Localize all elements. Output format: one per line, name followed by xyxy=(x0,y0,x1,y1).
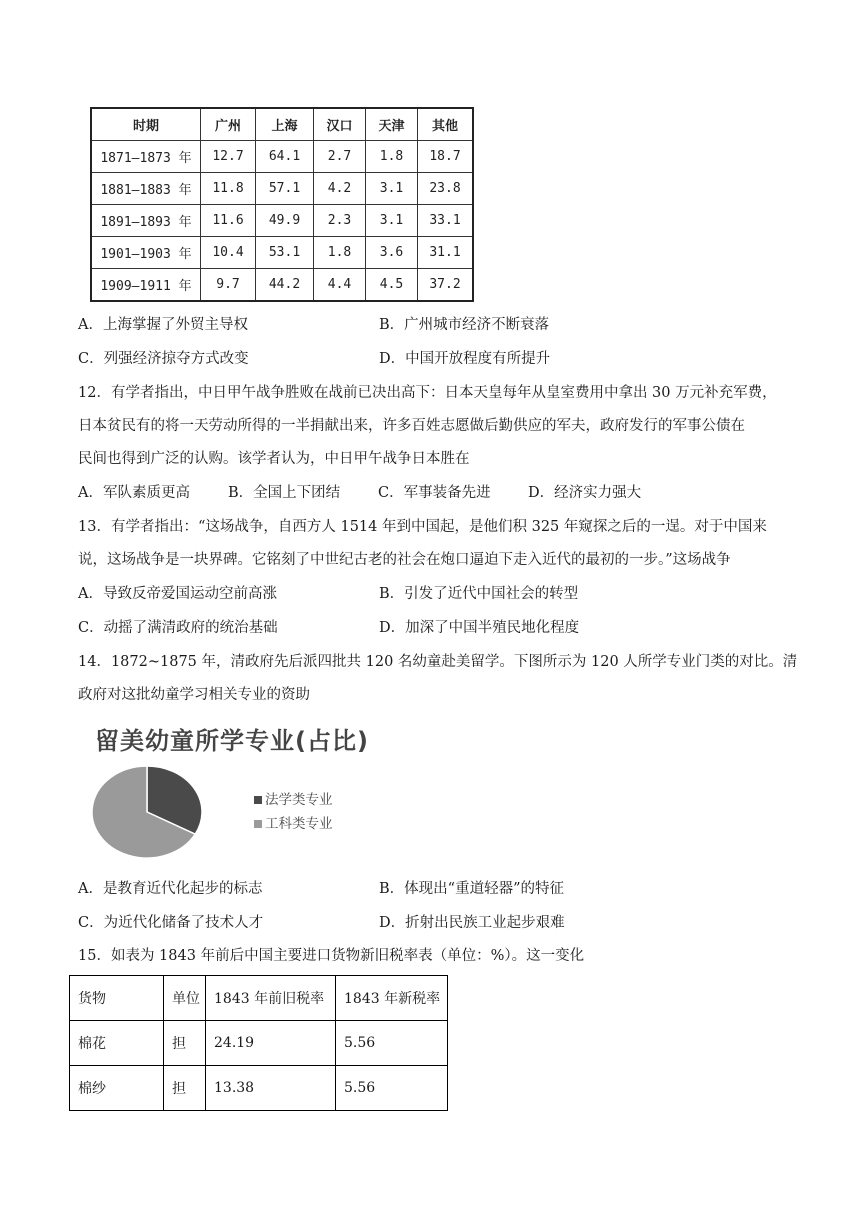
q12-stem-line: 民间也得到广泛的认购。该学者认为，中日甲午战争日本胜在 xyxy=(78,451,470,467)
table-cell: 11.8 xyxy=(201,173,256,205)
legend-swatch xyxy=(254,820,262,828)
table-row xyxy=(70,1021,448,1066)
table-cell: 13.38 xyxy=(206,1066,336,1111)
legend-swatch xyxy=(254,796,262,804)
table-cell: 23.8 xyxy=(418,173,474,205)
q13-stem-line: 说，这场战争是一块界碑。它铭刻了中世纪古老的社会在炮口逼迫下走入近代的最初的一步。”这场战争 xyxy=(78,552,731,568)
legend-item-law xyxy=(254,788,333,808)
table-header-cell: 单位 xyxy=(164,976,206,1021)
legend-item-engineering xyxy=(254,812,333,832)
table-cell: 1.8 xyxy=(314,237,366,269)
table-cell: 3.1 xyxy=(366,205,418,237)
q12-stem-line: 12．有学者指出，中日甲午战争胜败在战前已决出高下：日本天皇每年从皇室费用中拿出 30 万元补充军费， xyxy=(78,385,777,401)
q12-option-b: B．全国上下团结 xyxy=(228,485,341,501)
trade-share-table xyxy=(90,107,474,302)
table-cell: 2.7 xyxy=(314,141,366,173)
table-row xyxy=(70,1066,448,1111)
table-cell: 5.56 xyxy=(336,1066,448,1111)
table-header-row xyxy=(91,108,473,141)
q12-stem-line: 日本贫民有的将一天劳动所得的一半捐献出来，许多百姓志愿做后勤供应的军夫，政府发行的军事公债在 xyxy=(78,418,745,434)
table-cell: 11.6 xyxy=(201,205,256,237)
table-header-cell: 货物 xyxy=(70,976,164,1021)
q13-option-b: B．引发了近代中国社会的转型 xyxy=(379,586,579,602)
table-cell: 57.1 xyxy=(256,173,314,205)
q12-option-a: A．军队素质更高 xyxy=(78,485,190,501)
q14-option-c: C．为近代化储备了技术人才 xyxy=(78,915,264,931)
table-row xyxy=(91,237,473,269)
table-header-cell: 广州 xyxy=(201,108,256,141)
table-header-cell: 上海 xyxy=(256,108,314,141)
table-cell: 4.4 xyxy=(314,269,366,302)
table-cell: 24.19 xyxy=(206,1021,336,1066)
tax-rate-table xyxy=(69,975,448,1111)
table-cell: 44.2 xyxy=(256,269,314,302)
table-cell: 1881—1883 年 xyxy=(91,173,201,205)
q11-option-c: C．列强经济掠夺方式改变 xyxy=(78,351,249,367)
q14-stem-line: 政府对这批幼童学习相关专业的资助 xyxy=(78,687,310,703)
table-cell: 2.3 xyxy=(314,205,366,237)
table-header-cell: 汉口 xyxy=(314,108,366,141)
q11-option-a: A．上海掌握了外贸主导权 xyxy=(78,317,248,333)
table-cell: 49.9 xyxy=(256,205,314,237)
table-cell: 4.2 xyxy=(314,173,366,205)
q11-option-b: B．广州城市经济不断衰落 xyxy=(379,317,550,333)
table-cell: 37.2 xyxy=(418,269,474,302)
table-cell: 31.1 xyxy=(418,237,474,269)
table-cell: 12.7 xyxy=(201,141,256,173)
legend-label: 工科类专业 xyxy=(265,816,333,832)
legend-label: 法学类专业 xyxy=(265,792,333,808)
table-row xyxy=(91,141,473,173)
table-cell: 64.1 xyxy=(256,141,314,173)
table-row xyxy=(91,173,473,205)
q13-option-a: A．导致反帝爱国运动空前高涨 xyxy=(78,586,277,602)
table-header-cell: 其他 xyxy=(418,108,474,141)
table-cell: 3.1 xyxy=(366,173,418,205)
table-cell: 担 xyxy=(164,1021,206,1066)
table-cell: 1891—1893 年 xyxy=(91,205,201,237)
q12-option-d: D．经济实力强大 xyxy=(528,485,642,501)
table-row xyxy=(91,269,473,302)
q11-option-d: D．中国开放程度有所提升 xyxy=(379,351,551,367)
q15-stem-line: 15．如表为 1843 年前后中国主要进口货物新旧税率表（单位：%）。这一变化 xyxy=(78,948,585,964)
table-row xyxy=(91,205,473,237)
q13-option-c: C．动摇了满清政府的统治基础 xyxy=(78,620,278,636)
table-cell: 1901—1903 年 xyxy=(91,237,201,269)
q12-option-c: C．军事装备先进 xyxy=(378,485,491,501)
table-cell: 1871—1873 年 xyxy=(91,141,201,173)
table-header-cell: 1843 年新税率 xyxy=(336,976,448,1021)
table-cell: 3.6 xyxy=(366,237,418,269)
table-cell: 棉花 xyxy=(70,1021,164,1066)
table-cell: 1909—1911 年 xyxy=(91,269,201,302)
q14-option-d: D．折射出民族工业起步艰难 xyxy=(379,915,565,931)
pie-chart xyxy=(85,760,215,870)
q14-option-a: A．是教育近代化起步的标志 xyxy=(78,881,263,897)
q13-option-d: D．加深了中国半殖民地化程度 xyxy=(379,620,580,636)
table-cell: 4.5 xyxy=(366,269,418,302)
table-cell: 担 xyxy=(164,1066,206,1111)
table-cell: 5.56 xyxy=(336,1021,448,1066)
table-header-cell: 1843 年前旧税率 xyxy=(206,976,336,1021)
table-cell: 棉纱 xyxy=(70,1066,164,1111)
table-cell: 53.1 xyxy=(256,237,314,269)
table-cell: 18.7 xyxy=(418,141,474,173)
table-cell: 33.1 xyxy=(418,205,474,237)
chart-title: 留美幼童所学专业(占比) xyxy=(95,727,369,755)
table-cell: 9.7 xyxy=(201,269,256,302)
table-header-row xyxy=(70,976,448,1021)
table-cell: 10.4 xyxy=(201,237,256,269)
table-header-cell: 天津 xyxy=(366,108,418,141)
q13-stem-line: 13．有学者指出：“这场战争，自西方人 1514 年到中国起，是他们积 325 年窥探之后的一逞。对于中国来 xyxy=(78,519,767,535)
q14-option-b: B．体现出“重道轻器”的特征 xyxy=(379,881,564,897)
q14-stem-line: 14．1872~1875 年，清政府先后派四批共 120 名幼童赴美留学。下图所示为 120 人所学专业门类的对比。清 xyxy=(78,654,798,670)
table-header-cell: 时期 xyxy=(91,108,201,141)
table-cell: 1.8 xyxy=(366,141,418,173)
